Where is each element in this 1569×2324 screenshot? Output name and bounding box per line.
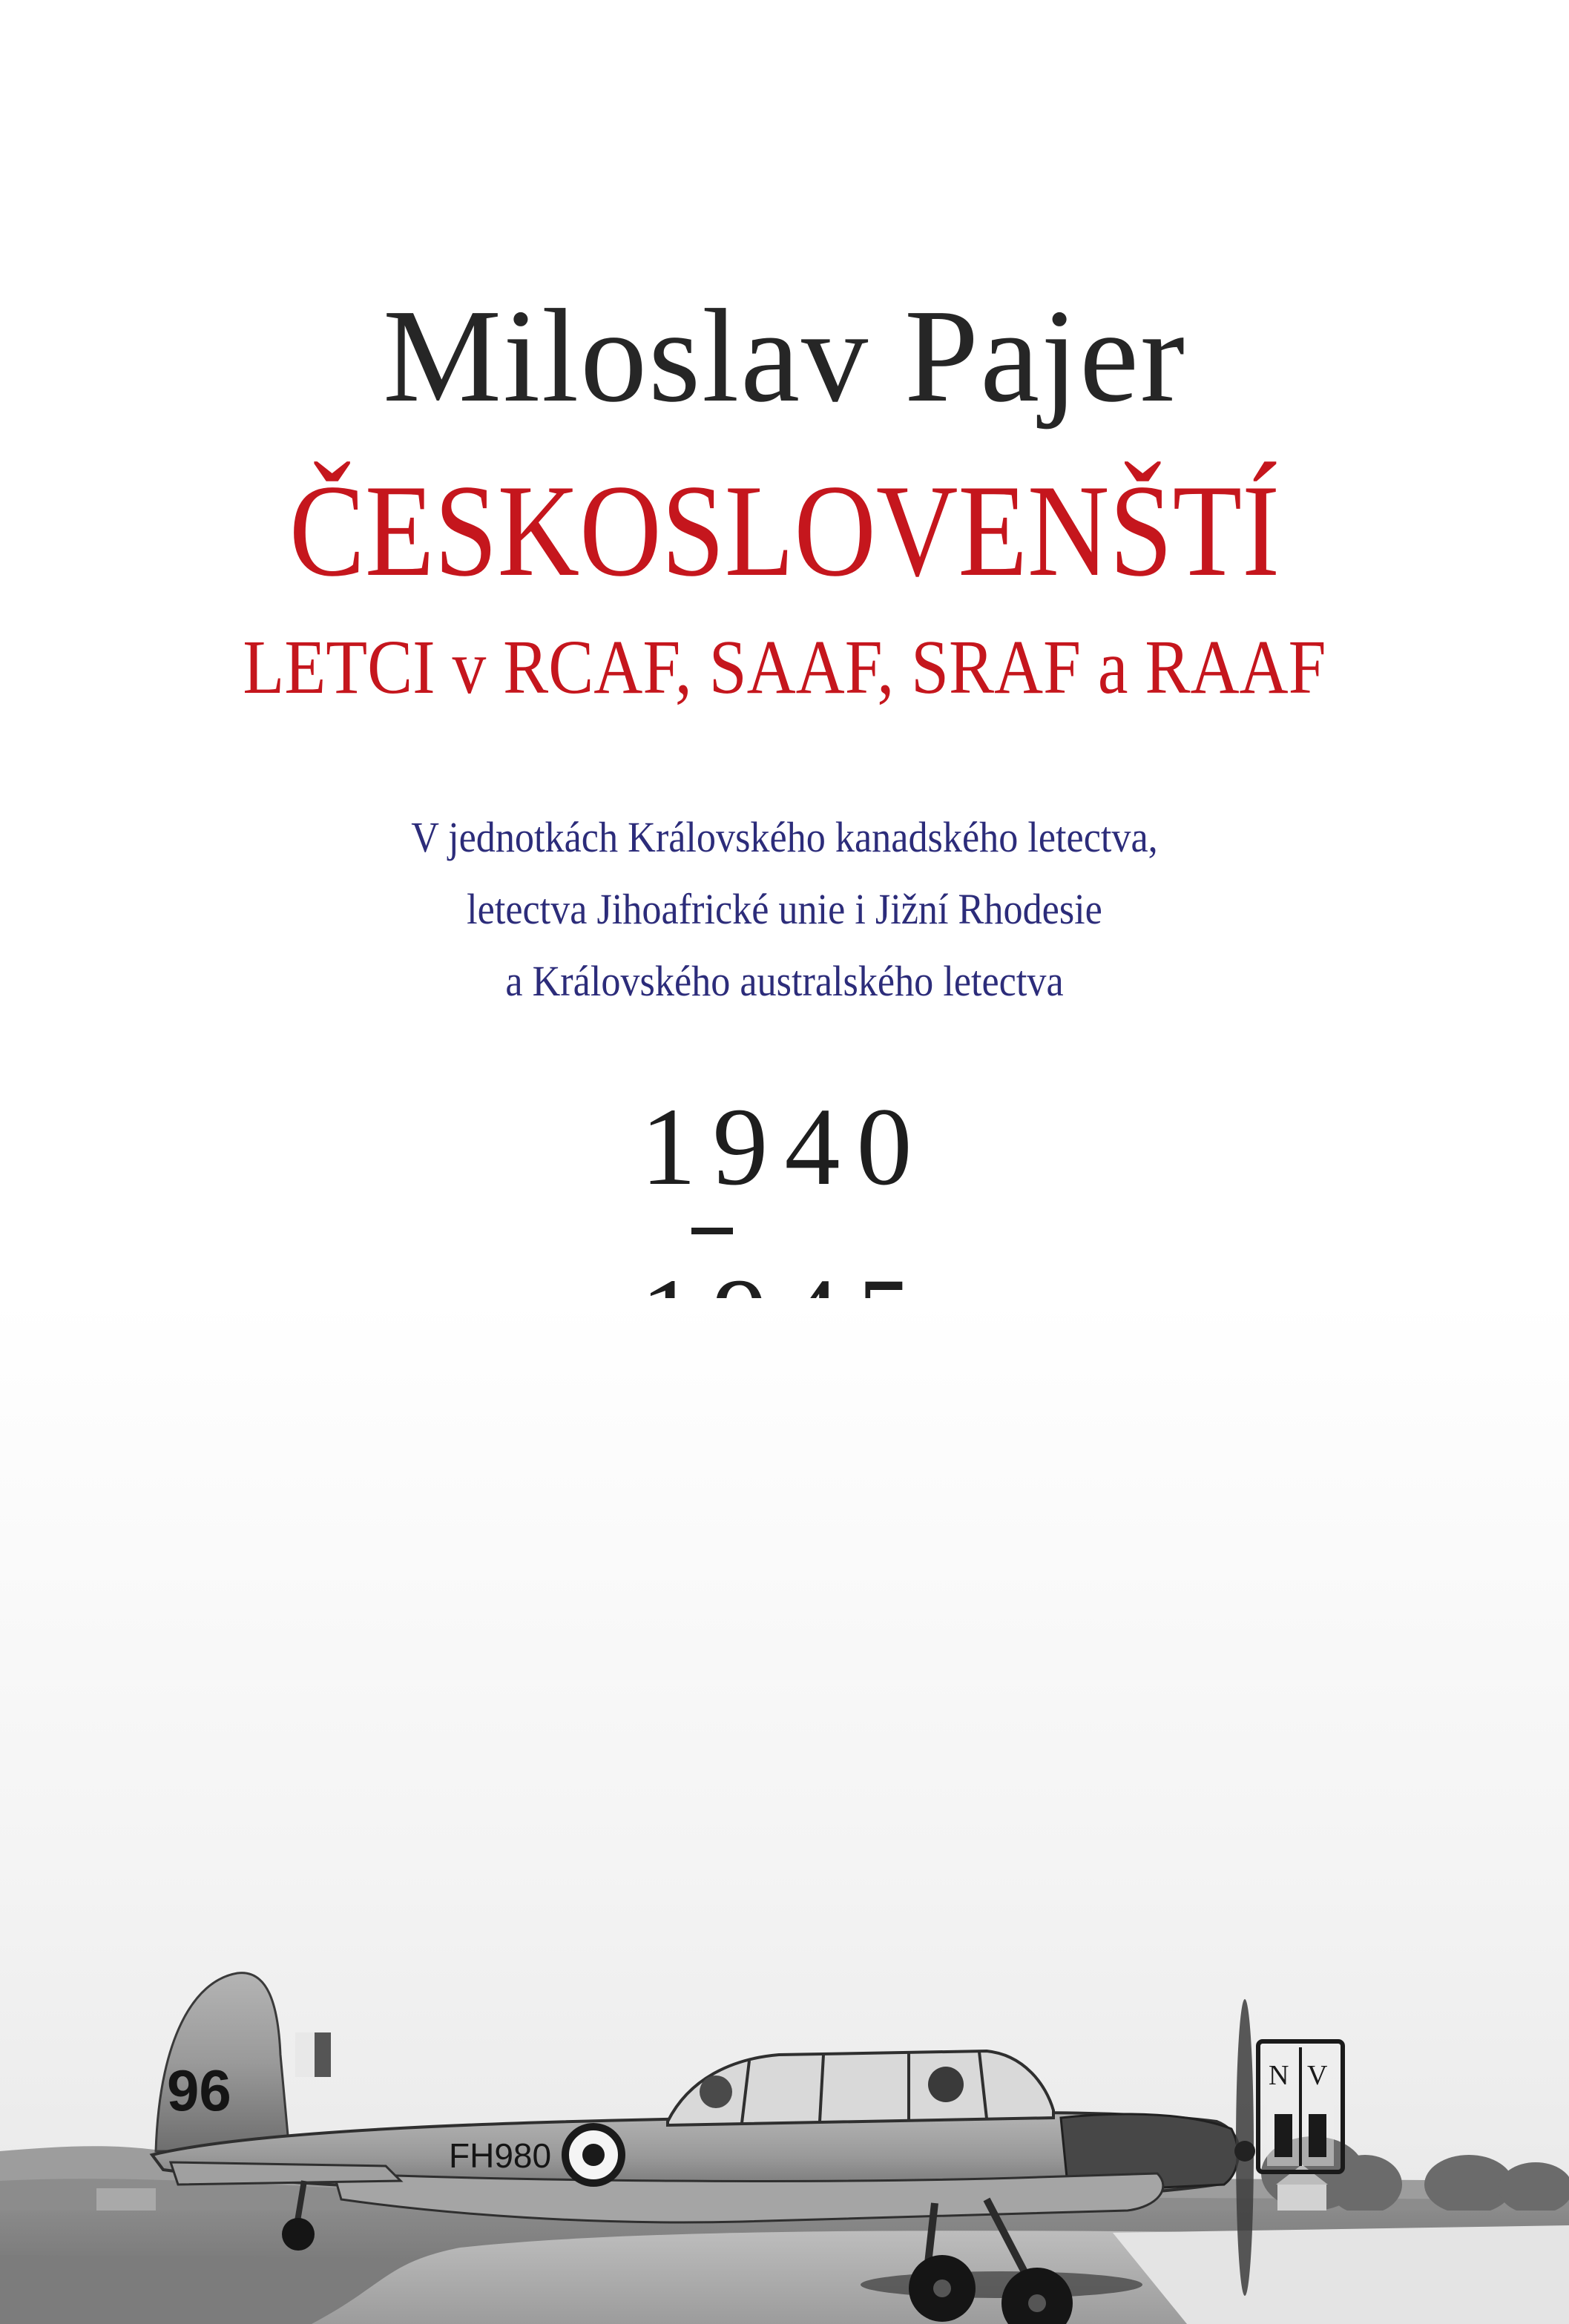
subtitle-line: a Královského australského letectva xyxy=(505,957,1064,1005)
year-dash xyxy=(691,1228,733,1234)
title-sub: LETCI v RCAF, SAAF, SRAF a RAAF xyxy=(243,625,1326,710)
year-start: 1940 xyxy=(640,1085,929,1208)
aircraft-serial: FH980 xyxy=(449,2136,552,2175)
svg-text:N: N xyxy=(1269,2060,1289,2091)
subtitle-block xyxy=(79,801,1491,1017)
plane-shadow xyxy=(861,2271,1142,2298)
subtitle-line: V jednotkách Královského kanadského letectva, xyxy=(411,813,1158,861)
author-name: Miloslav Pajer xyxy=(383,282,1186,429)
publisher-logo xyxy=(1252,2032,1349,2181)
subtitle-line: letectva Jihoafrické unie i Jižní Rhodesie xyxy=(467,885,1102,933)
tail-number: 96 xyxy=(167,2058,231,2123)
title-main: ČESKOSLOVENŠTÍ xyxy=(289,457,1280,604)
svg-text:V: V xyxy=(1307,2060,1328,2091)
building xyxy=(96,2188,156,2214)
